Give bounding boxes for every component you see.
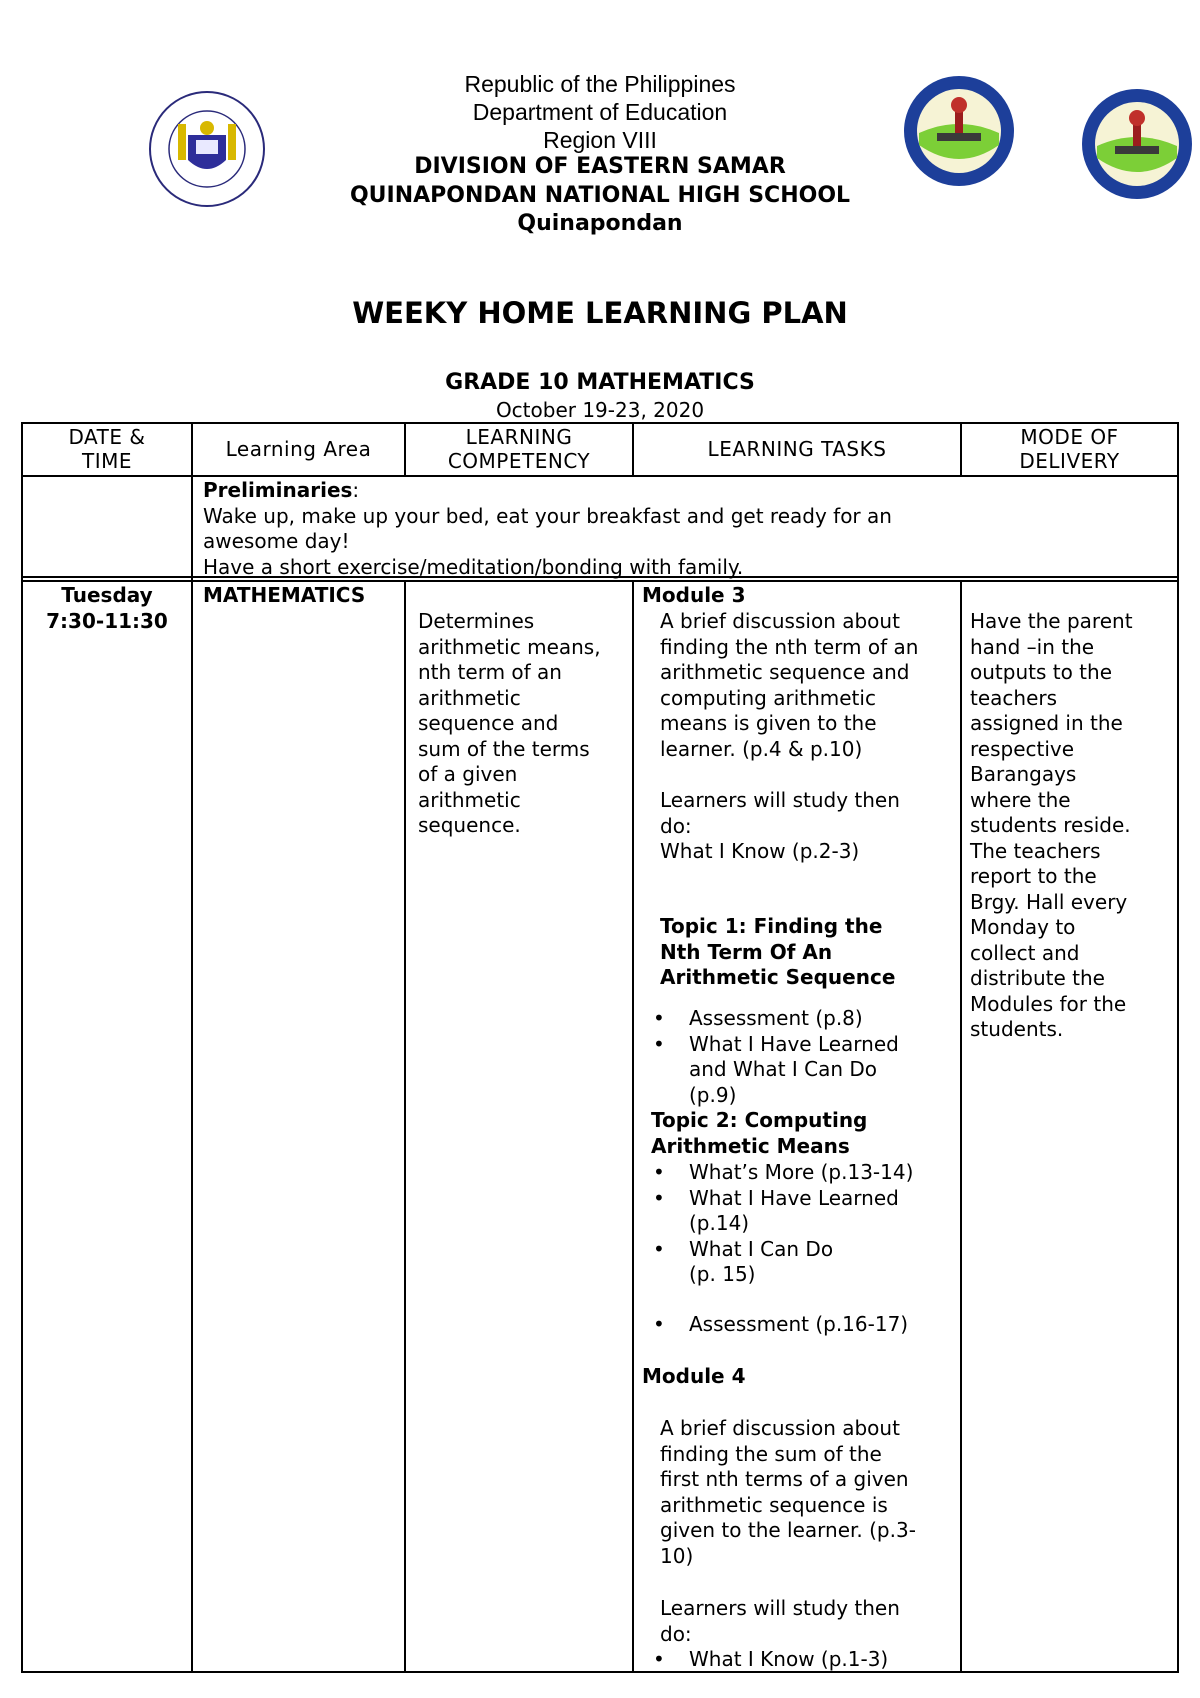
module-3-heading: Module 3 — [642, 583, 746, 607]
header-learning-area: Learning Area — [225, 437, 372, 461]
module-3-description: A brief discussion about finding the nth term of an arithmetic sequence and computing arithmetic means is given to the learner. (p.4 & p.10) — [660, 609, 919, 761]
preliminaries-label: Preliminaries — [203, 478, 353, 502]
time-label: 7:30-11:30 — [46, 608, 168, 633]
topic-2-assessment — [653, 1312, 958, 1338]
list-item: • What’s More (p.13-14) — [653, 1160, 958, 1186]
header-deped: Department of Education — [472, 99, 728, 125]
list-item: • What I Have Learned and What I Can Do (p.9) — [653, 1032, 958, 1109]
day-label: Tuesday — [61, 583, 153, 607]
list-item: • Assessment (p.16-17) — [653, 1312, 958, 1338]
header-republic: Republic of the Philippines — [464, 71, 736, 97]
topic-2-list — [653, 1160, 958, 1288]
module-4-description: A brief discussion about finding the sum of the first nth terms of a given arithmetic sequence is given to the learner. (p.3- 10) — [660, 1416, 916, 1568]
learning-area-cell: MATHEMATICS — [203, 583, 366, 607]
document-subtitle: GRADE 10 MATHEMATICS — [445, 370, 755, 395]
preliminaries-cell: Preliminaries: Wake up, make up your bed, eat your breakfast and get ready for an awesome day! Have a short exercise/meditation/bonding with family. — [203, 478, 1173, 580]
topic-1-list — [653, 1006, 958, 1108]
preliminaries-line-1: Wake up, make up your bed, eat your breakfast and get ready for an — [203, 503, 892, 528]
header-municipality: Quinapondan — [517, 211, 683, 236]
date-range: October 19-23, 2020 — [495, 398, 705, 422]
module-4-heading: Module 4 — [642, 1364, 746, 1388]
header-school: QUINAPONDAN NATIONAL HIGH SCHOOL — [349, 183, 851, 208]
list-item: • What I Know (p.1-3) — [653, 1647, 958, 1673]
mode-of-delivery-cell: Have the parent hand –in the outputs to the teachers assigned in the respective Barangays where the students reside. The teachers report to the Brgy. Hall every Monday to collect and distribute the Modules for the students. — [970, 609, 1133, 1041]
header-division: DIVISION OF EASTERN SAMAR — [414, 154, 786, 179]
module-4-list — [653, 1647, 958, 1673]
competency-cell: Determines arithmetic means, nth term of an arithmetic sequence and sum of the terms of a given arithmetic sequence. — [418, 609, 601, 837]
module-4-study: Learners will study then do: — [660, 1596, 900, 1646]
header-mode-of-delivery: MODE OF DELIVERY — [1019, 425, 1120, 473]
preliminaries-line-3: Have a short exercise/meditation/bonding with family. — [203, 554, 744, 579]
header-region: Region VIII — [543, 127, 657, 153]
header-learning-competency: LEARNING COMPETENCY — [447, 425, 591, 473]
list-item: • Assessment (p.8) — [653, 1006, 958, 1032]
list-item: • What I Can Do (p. 15) — [653, 1237, 958, 1288]
list-item: • What I Have Learned (p.14) — [653, 1186, 958, 1237]
module-3-study: Learners will study then do: What I Know (p.2-3) — [660, 788, 900, 863]
preliminaries-line-2: awesome day! — [203, 529, 350, 553]
day-time-cell — [23, 583, 191, 634]
topic-1-heading: Topic 1: Finding the Nth Term Of An Arithmetic Sequence — [660, 914, 896, 989]
document-title: WEEKY HOME LEARNING PLAN — [352, 296, 848, 330]
header-date-time: DATE & TIME — [68, 425, 146, 473]
header-learning-tasks: LEARNING TASKS — [707, 437, 887, 461]
topic-2-heading: Topic 2: Computing Arithmetic Means — [651, 1108, 868, 1158]
